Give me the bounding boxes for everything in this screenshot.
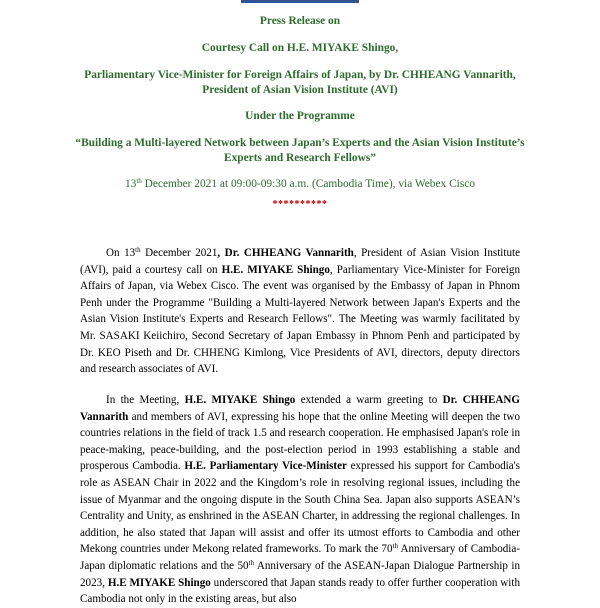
date-day: 13 [124, 178, 137, 190]
p2-text-5: Anniversary of Cambodia-Japan diplomatic relations and the 50 [80, 543, 521, 572]
paragraph-intro [80, 245, 520, 378]
p1-text-4: , Parliamentary Vice-Minister for Foreign Affairs of Japan, via Webex Cisco. The event was organised by the Embassy of Japan in Phnom Penh under the Programme "Building a Multi-layered Network between Japan's Experts and the Asian Vision Institute's Experts and Research Fellows". The Meeting was warmly facilitated by Mr. SASAKI Keiichiro, Second Secretary of Japan Embassy in Phnom Penh and participated by Dr. KEO Piseth and Dr. CHHENG Kimlong, Vice Presidents of AVI, directors, deputy directors and research associates of AVI. [80, 263, 520, 376]
p1-text-1: On 13 [106, 247, 136, 259]
p2-text-6: Anniversary of the ASEAN-Japan Dialogue Partnership in 2023, [80, 559, 520, 589]
event-date-line [70, 177, 530, 192]
p2-bold-minister: H.E. MIYAKE Shingo [184, 394, 296, 406]
p2-sup-1: th [392, 542, 398, 551]
top-accent-bar [241, 0, 359, 3]
p2-bold-minister-2: H.E MIYAKE Shingo [107, 576, 211, 589]
courtesy-call-title: Courtesy Call on H.E. MIYAKE Shingo, [201, 42, 399, 54]
p2-text-7: underscored that Japan stands ready to offer further cooperation with Cambodia not only in the existing areas, but also [80, 576, 520, 606]
p2-sup-2: th [248, 558, 255, 567]
p1-text-2: December 2021 [140, 247, 218, 259]
p2-text-1: In the Meeting, [106, 394, 185, 406]
press-release-label: Press Release on [259, 15, 341, 27]
p2-text-4: expressed his support for Cambodia's role as ASEAN Chair in 2022 and the Kingdom’s role in resolving regional issues, including the issue of Myanmar and the ongoing dispute in the South China Sea. Japan also supports ASEAN’s Centrality and Unity, as enshrined in the ASEAN Charter, in addressing the regional challenges. In addition, he also stated that Japan will assist and offer its utmost efforts to Cambodia and other Mekong countries under Mekong related frameworks. To mark the 70 [80, 460, 520, 556]
title-subtitle: Parliamentary Vice-Minister for Foreign Affairs of Japan, by Dr. CHHEANG Vannarith, President of Asian Vision Institute (AVI) [84, 69, 516, 96]
separator-stars: ********** [272, 199, 328, 210]
p1-sup-1: th [135, 246, 141, 254]
p1-text-3: , President of Asian Vision Institute (AVI), paid a courtesy call on [80, 247, 520, 276]
paragraph-meeting [80, 392, 520, 608]
p2-bold-president: Dr. CHHEANG Vannarith [80, 394, 520, 423]
p1-bold-minister: H.E. MIYAKE Shingo [221, 263, 330, 276]
p2-bold-vice-minister: H.E. Parliamentary Vice-Minister [184, 460, 347, 473]
p1-bold-president: , Dr. CHHEANG Vannarith [217, 247, 354, 259]
programme-title: “Building a Multi-layered Network between Japan’s Experts and the Asian Vision Institute’s Experts and Research Fellows” [75, 137, 525, 164]
under-programme-label: Under the Programme [245, 110, 355, 122]
date-details: December 2021 at 09:00-09:30 a.m. (Cambodia Time), via Webex Cisco [141, 178, 476, 190]
p2-text-2: extended a warm greeting to [295, 394, 443, 406]
date-ordinal: th [136, 177, 142, 185]
p2-text-3: and members of AVI, expressing his hope that the online Meeting will deepen the two countries relations in the field of track 1.5 and research cooperation. He emphasised Japan's role in peace-making, peace-building, and the post-election period in 1993 establishing a stable and prosperous Cambodia. [80, 410, 520, 473]
